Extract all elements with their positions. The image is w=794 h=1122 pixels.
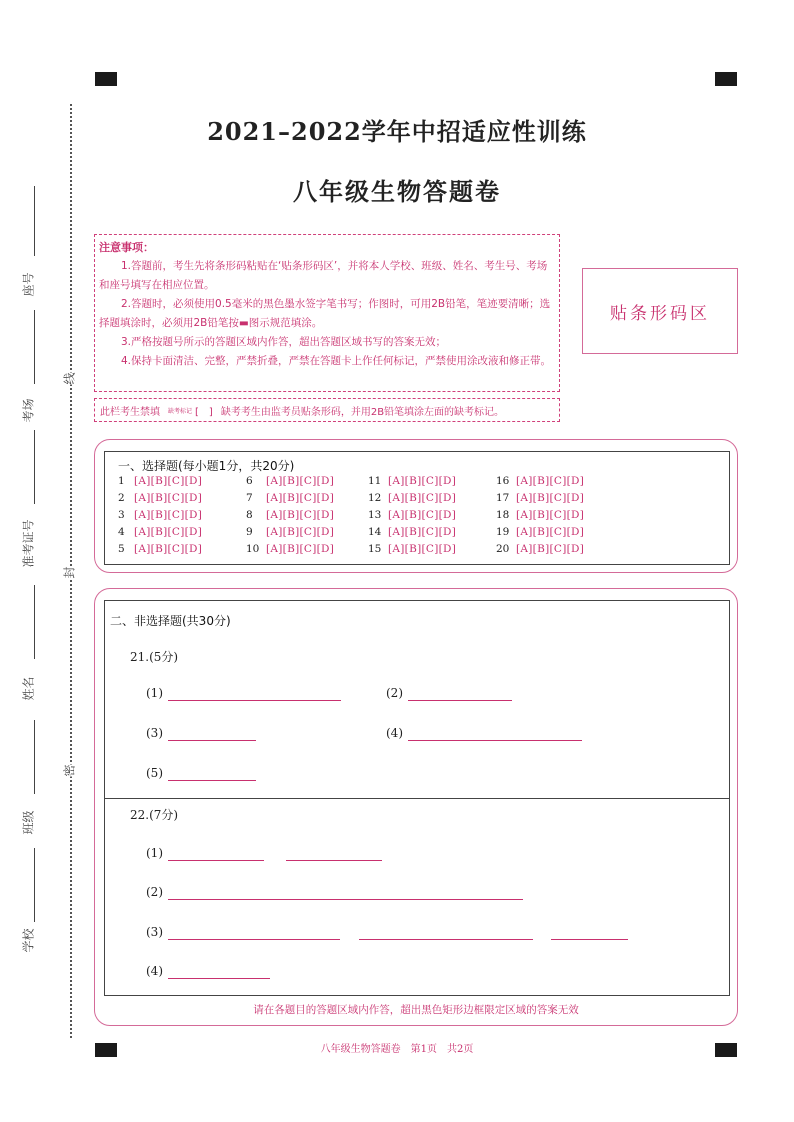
- choice-option-bubbles[interactable]: [A][B][C][D]: [266, 492, 335, 504]
- q22-part-2-answer-line[interactable]: [168, 899, 523, 900]
- question-divider: [104, 798, 730, 799]
- choice-option-bubbles[interactable]: [A][B][C][D]: [134, 509, 203, 521]
- choice-question-number: 11: [368, 475, 382, 487]
- choice-option-bubbles[interactable]: [A][B][C][D]: [388, 526, 457, 538]
- choice-option-bubbles[interactable]: [A][B][C][D]: [134, 492, 203, 504]
- choice-question-number: 1: [118, 475, 125, 487]
- choice-question-5: [118, 543, 202, 555]
- choice-option-bubbles[interactable]: [A][B][C][D]: [266, 543, 335, 555]
- q22-part-4-answer-line[interactable]: [168, 978, 270, 979]
- choice-question-12: [368, 492, 456, 504]
- choice-option-bubbles[interactable]: [A][B][C][D]: [266, 526, 335, 538]
- q22-part-1-answer-line-a[interactable]: [168, 860, 264, 861]
- q22-part-3-answer-line-c[interactable]: [551, 939, 628, 940]
- choice-question-20: [496, 543, 584, 555]
- choice-option-bubbles[interactable]: [A][B][C][D]: [516, 543, 585, 555]
- side-label-school: 学校: [21, 928, 36, 953]
- choice-question-14: [368, 526, 456, 538]
- q21-part-1-label: (1): [146, 686, 163, 700]
- q21-part-3-label: (3): [146, 726, 163, 740]
- choice-option-bubbles[interactable]: [A][B][C][D]: [516, 509, 585, 521]
- choice-question-13: [368, 509, 456, 521]
- notice-item-3: 3.严格按题号所示的答题区域内作答，超出答题区域书写的答案无效；: [121, 336, 447, 348]
- page-title: 2021–2022学年中招适应性训练: [207, 117, 587, 146]
- choice-question-3: [118, 509, 202, 521]
- choice-question-number: 16: [496, 475, 510, 487]
- choice-question-16: [496, 475, 584, 487]
- choice-question-number: 15: [368, 543, 382, 555]
- choice-option-bubbles[interactable]: [A][B][C][D]: [388, 543, 457, 555]
- q22-part-2-label: (2): [146, 885, 163, 899]
- choice-question-number: 10: [246, 543, 260, 555]
- choice-question-number: 4: [118, 526, 125, 538]
- absent-label: 此栏考生禁填: [100, 406, 160, 418]
- choice-option-bubbles[interactable]: [A][B][C][D]: [266, 509, 335, 521]
- choice-option-bubbles[interactable]: [A][B][C][D]: [516, 475, 585, 487]
- section-nonchoice-title: 二、非选择题(共30分): [110, 614, 231, 628]
- choice-option-bubbles[interactable]: [A][B][C][D]: [134, 543, 203, 555]
- choice-question-number: 3: [118, 509, 125, 521]
- q22-part-3-answer-line-a[interactable]: [168, 939, 340, 940]
- choice-question-8: [246, 509, 334, 521]
- side-label-name: 姓名: [21, 676, 36, 701]
- choice-option-bubbles[interactable]: [A][B][C][D]: [388, 492, 457, 504]
- choice-question-number: 9: [246, 526, 253, 538]
- choice-question-number: 2: [118, 492, 125, 504]
- q22-part-1-label: (1): [146, 846, 163, 860]
- barcode-area[interactable]: [582, 268, 738, 354]
- q21-part-3-answer-line[interactable]: [168, 740, 256, 741]
- absent-checkbox[interactable]: [ ]: [195, 406, 213, 418]
- corner-marker-top-left: [95, 72, 117, 86]
- q21-part-4-label: (4): [386, 726, 403, 740]
- barcode-area-label: 贴条形码区: [610, 303, 710, 324]
- q21-part-2-answer-line[interactable]: [408, 700, 512, 701]
- choice-question-number: 19: [496, 526, 510, 538]
- notice-box: [94, 234, 560, 392]
- absent-small-label: 缺考标记: [168, 407, 193, 415]
- notice-item-1: 1.答题前，考生先将条形码粘贴在‘贴条形码区’，并将本人学校、班级、姓名、考生号、考场和座号填写在相应位置。: [99, 260, 548, 291]
- question-21-title: 21.(5分): [130, 650, 179, 664]
- choice-question-number: 17: [496, 492, 510, 504]
- choice-question-18: [496, 509, 584, 521]
- choice-question-number: 8: [246, 509, 253, 521]
- choice-question-10: [246, 543, 334, 555]
- choice-question-number: 13: [368, 509, 382, 521]
- q21-part-1-answer-line[interactable]: [168, 700, 341, 701]
- choice-option-bubbles[interactable]: [A][B][C][D]: [388, 509, 457, 521]
- choice-option-bubbles[interactable]: [A][B][C][D]: [388, 475, 457, 487]
- choice-question-number: 6: [246, 475, 253, 487]
- choice-question-number: 18: [496, 509, 510, 521]
- q22-part-3-label: (3): [146, 925, 163, 939]
- choice-question-number: 14: [368, 526, 382, 538]
- choice-question-2: [118, 492, 202, 504]
- side-line-exam-number[interactable]: [34, 430, 35, 504]
- choice-question-4: [118, 526, 202, 538]
- choice-question-number: 12: [368, 492, 382, 504]
- side-line-name[interactable]: [34, 585, 35, 659]
- choice-question-17: [496, 492, 584, 504]
- choice-question-1: [118, 475, 202, 487]
- choice-option-bubbles[interactable]: [A][B][C][D]: [134, 526, 203, 538]
- choice-question-number: 7: [246, 492, 253, 504]
- absent-mark-row: [94, 398, 560, 422]
- notice-item-4: 4.保持卡面清洁、完整，严禁折叠，严禁在答题卡上作任何标记，严禁使用涂改液和修正带。: [121, 355, 552, 367]
- corner-marker-top-right: [715, 72, 737, 86]
- notice-item-2: 2.答题时，必须使用0.5毫米的黑色墨水签字笔书写；作图时，可用2B铅笔，笔迹要清晰；选择题填涂时，必须用2B铅笔按▬图示规范填涂。: [99, 298, 551, 329]
- choice-option-bubbles[interactable]: [A][B][C][D]: [134, 475, 203, 487]
- side-label-class: 班级: [21, 810, 36, 835]
- section-footnote: 请在各题目的答题区域内作答，超出黑色矩形边框限定区域的答案无效: [253, 1004, 579, 1016]
- q21-part-4-answer-line[interactable]: [408, 740, 582, 741]
- choice-question-15: [368, 543, 456, 555]
- choice-question-number: 5: [118, 543, 125, 555]
- q21-part-5-label: (5): [146, 766, 163, 780]
- section-choice-title: 一、选择题(每小题1分，共20分): [118, 459, 295, 473]
- choice-option-bubbles[interactable]: [A][B][C][D]: [266, 475, 335, 487]
- choice-option-bubbles[interactable]: [A][B][C][D]: [516, 492, 585, 504]
- side-label-exam-number: 准考证号: [21, 519, 36, 568]
- seal-mark-secret: 密: [59, 764, 80, 776]
- choice-question-number: 20: [496, 543, 510, 555]
- side-line-class[interactable]: [34, 720, 35, 794]
- page-footer: 八年级生物答题卷 第1页 共2页: [320, 1044, 474, 1055]
- q21-part-2-label: (2): [386, 686, 403, 700]
- side-label-seat: 座号: [21, 272, 36, 297]
- absent-instruction: 缺考考生由监考员贴条形码，并用2B铅笔填涂左面的缺考标记。: [220, 406, 505, 418]
- choice-question-9: [246, 526, 334, 538]
- choice-question-19: [496, 526, 584, 538]
- q22-part-3-answer-line-b[interactable]: [359, 939, 533, 940]
- notice-heading: 注意事项：: [99, 241, 154, 254]
- side-line-room[interactable]: [34, 310, 35, 384]
- choice-question-7: [246, 492, 334, 504]
- choice-question-6: [246, 475, 334, 487]
- q22-part-4-label: (4): [146, 964, 163, 978]
- seal-mark-line: 线: [59, 372, 80, 384]
- q22-part-1-answer-line-b[interactable]: [286, 860, 382, 861]
- choice-question-11: [368, 475, 456, 487]
- page-subtitle: 八年级生物答题卷: [293, 177, 501, 206]
- q21-part-5-answer-line[interactable]: [168, 780, 256, 781]
- question-22-title: 22.(7分): [130, 808, 179, 822]
- seal-mark-seal: 封: [59, 566, 80, 578]
- choice-option-bubbles[interactable]: [A][B][C][D]: [516, 526, 585, 538]
- side-label-room: 考场: [21, 398, 36, 423]
- side-line-school[interactable]: [34, 848, 35, 922]
